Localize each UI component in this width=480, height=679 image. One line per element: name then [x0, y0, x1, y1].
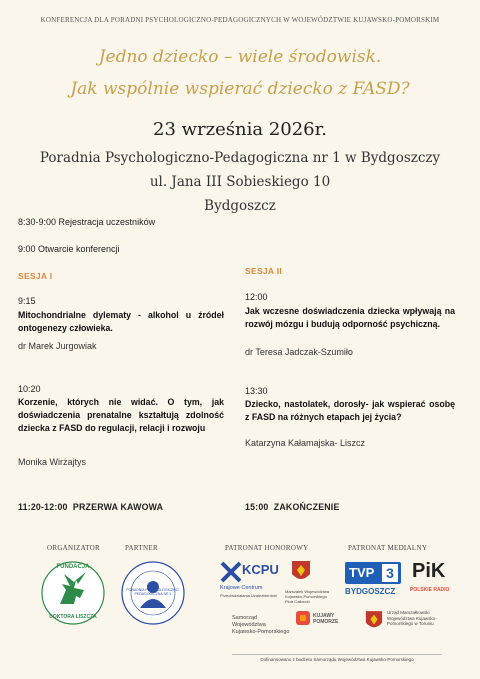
fundacja-top-text: FUNDACJA [56, 564, 90, 570]
partner-label: PARTNER [125, 544, 158, 552]
venue-name: Poradnia Psychologiczno-Pedagogiczna nr 1 w Bydgoszczy [39, 150, 441, 166]
session-1-label: SESJA I [18, 271, 53, 281]
session-2-label: SESJA II [245, 266, 283, 276]
footer-funding-note: Dofinansowano z budżetu Samorządu Województwa Kujawsko-Pomorskiego [260, 657, 414, 662]
talk-title: Korzenie, których nie widać. O tym, jak doświadczenia prenatalne kształtują zdolność dziecka z FASD do regulacji, relacji i rozwoju [18, 397, 224, 433]
venue-street: ul. Jana III Sobieskiego 10 [149, 174, 331, 190]
kcpu-logo [220, 561, 285, 601]
conference-subtitle: KONFERENCJA DLA PORADNI PSYCHOLOGICZNO-PEDAGOGICZNYCH W WOJEWÓDZTWIE KUJAWSKO-POMORSKIM [40, 16, 440, 24]
tvp-number: 3 [382, 564, 398, 582]
partner-ring-text: PORADNIA PSYCHOLOGICZNO-PEDAGOGICZNA NR 1 [126, 588, 180, 596]
pik-logo [410, 560, 460, 600]
marszalek-text: Marszałek Województwa Kujawsko-Pomorskiego [285, 589, 329, 599]
talk-time: 13:30 [245, 386, 268, 396]
kcpu-sub-2: Przeciwdziałania Uzależnieniom [220, 593, 278, 598]
fundacja-logo [40, 560, 106, 626]
kcpu-text: KCPU [242, 562, 279, 577]
title-line-2: Jak wspólnie wspierać dziecko z FASD? [70, 79, 410, 99]
honorary-patronage-label: PATRONAT HONOROWY [225, 544, 309, 552]
talk-speaker: dr Marek Jurgowiak [18, 341, 97, 351]
title-line-1: Jedno dziecko – wiele środowisk. [98, 47, 382, 67]
marszalek-logo [285, 560, 345, 604]
conference-end: 15:00 ZAKOŃCZENIE [245, 502, 340, 512]
talk-title: Dziecko, nastolatek, dorosły- jak wspierać osobę z FASD na różnych etapach jej życia? [245, 399, 455, 422]
urzad-coat-icon [365, 610, 383, 632]
samorzad-text: Samorząd Województwa Kujawsko-Pomorskiego [232, 615, 290, 635]
coat-of-arms-icon [291, 560, 311, 584]
partner-logo [120, 560, 186, 626]
registration-time: 8:30-9:00 Rejestracja uczestników [18, 217, 156, 227]
marszalek-name: Piotr Całbecki [285, 599, 310, 604]
kcpu-cross-icon [220, 561, 242, 583]
venue-city: Bydgoszcz [204, 198, 276, 214]
event-date: 23 września 2026r. [153, 119, 327, 140]
media-patronage-label: PATRONAT MEDIALNY [348, 544, 428, 552]
talk-speaker: Monika Wirżajtys [18, 457, 87, 467]
talk-title: Mitochondrialne dylematy - alkohol u źródeł ontogenezy człowieka. [18, 310, 224, 333]
tvp-city: BYDGOSZCZ [345, 587, 396, 596]
talk-time: 9:15 [18, 296, 36, 306]
talk-speaker: dr Teresa Jadczak-Szumiło [245, 347, 353, 357]
talk-time: 10:20 [18, 384, 41, 394]
kujawy-text: KUJAWY POMORZE [313, 613, 339, 625]
tvp-text: TVP [349, 565, 375, 580]
kujawy-shape-icon [295, 610, 311, 626]
talk-time: 12:00 [245, 292, 268, 302]
kujawy-pomorze-logo [295, 610, 345, 642]
coffee-break: 11:20-12:00 PRZERWA KAWOWA [18, 502, 164, 512]
pik-sub: POLSKIE RADIO [410, 587, 450, 593]
urzad-text: Urząd Marszałkowski Województwa Kujawsko-Pomorskiego w Toruniu [387, 610, 437, 626]
kcpu-sub-1: Krajowe Centrum [220, 585, 263, 591]
pik-text: PiK [412, 560, 446, 582]
organizer-label: ORGANIZATOR [47, 544, 100, 552]
talk-title: Jak wczesne doświadczenia dziecka wpływają na rozwój mózgu i budują odporność psychiczną. [245, 306, 455, 329]
opening-time: 9:00 Otwarcie konferencji [18, 244, 120, 254]
talk-speaker: Katarzyna Kałamajska- Liszcz [245, 438, 366, 448]
footer-divider [232, 654, 442, 655]
fundacja-bottom-text: DOKTORA LISZCZA [49, 614, 97, 620]
tvp3-logo [345, 562, 401, 602]
